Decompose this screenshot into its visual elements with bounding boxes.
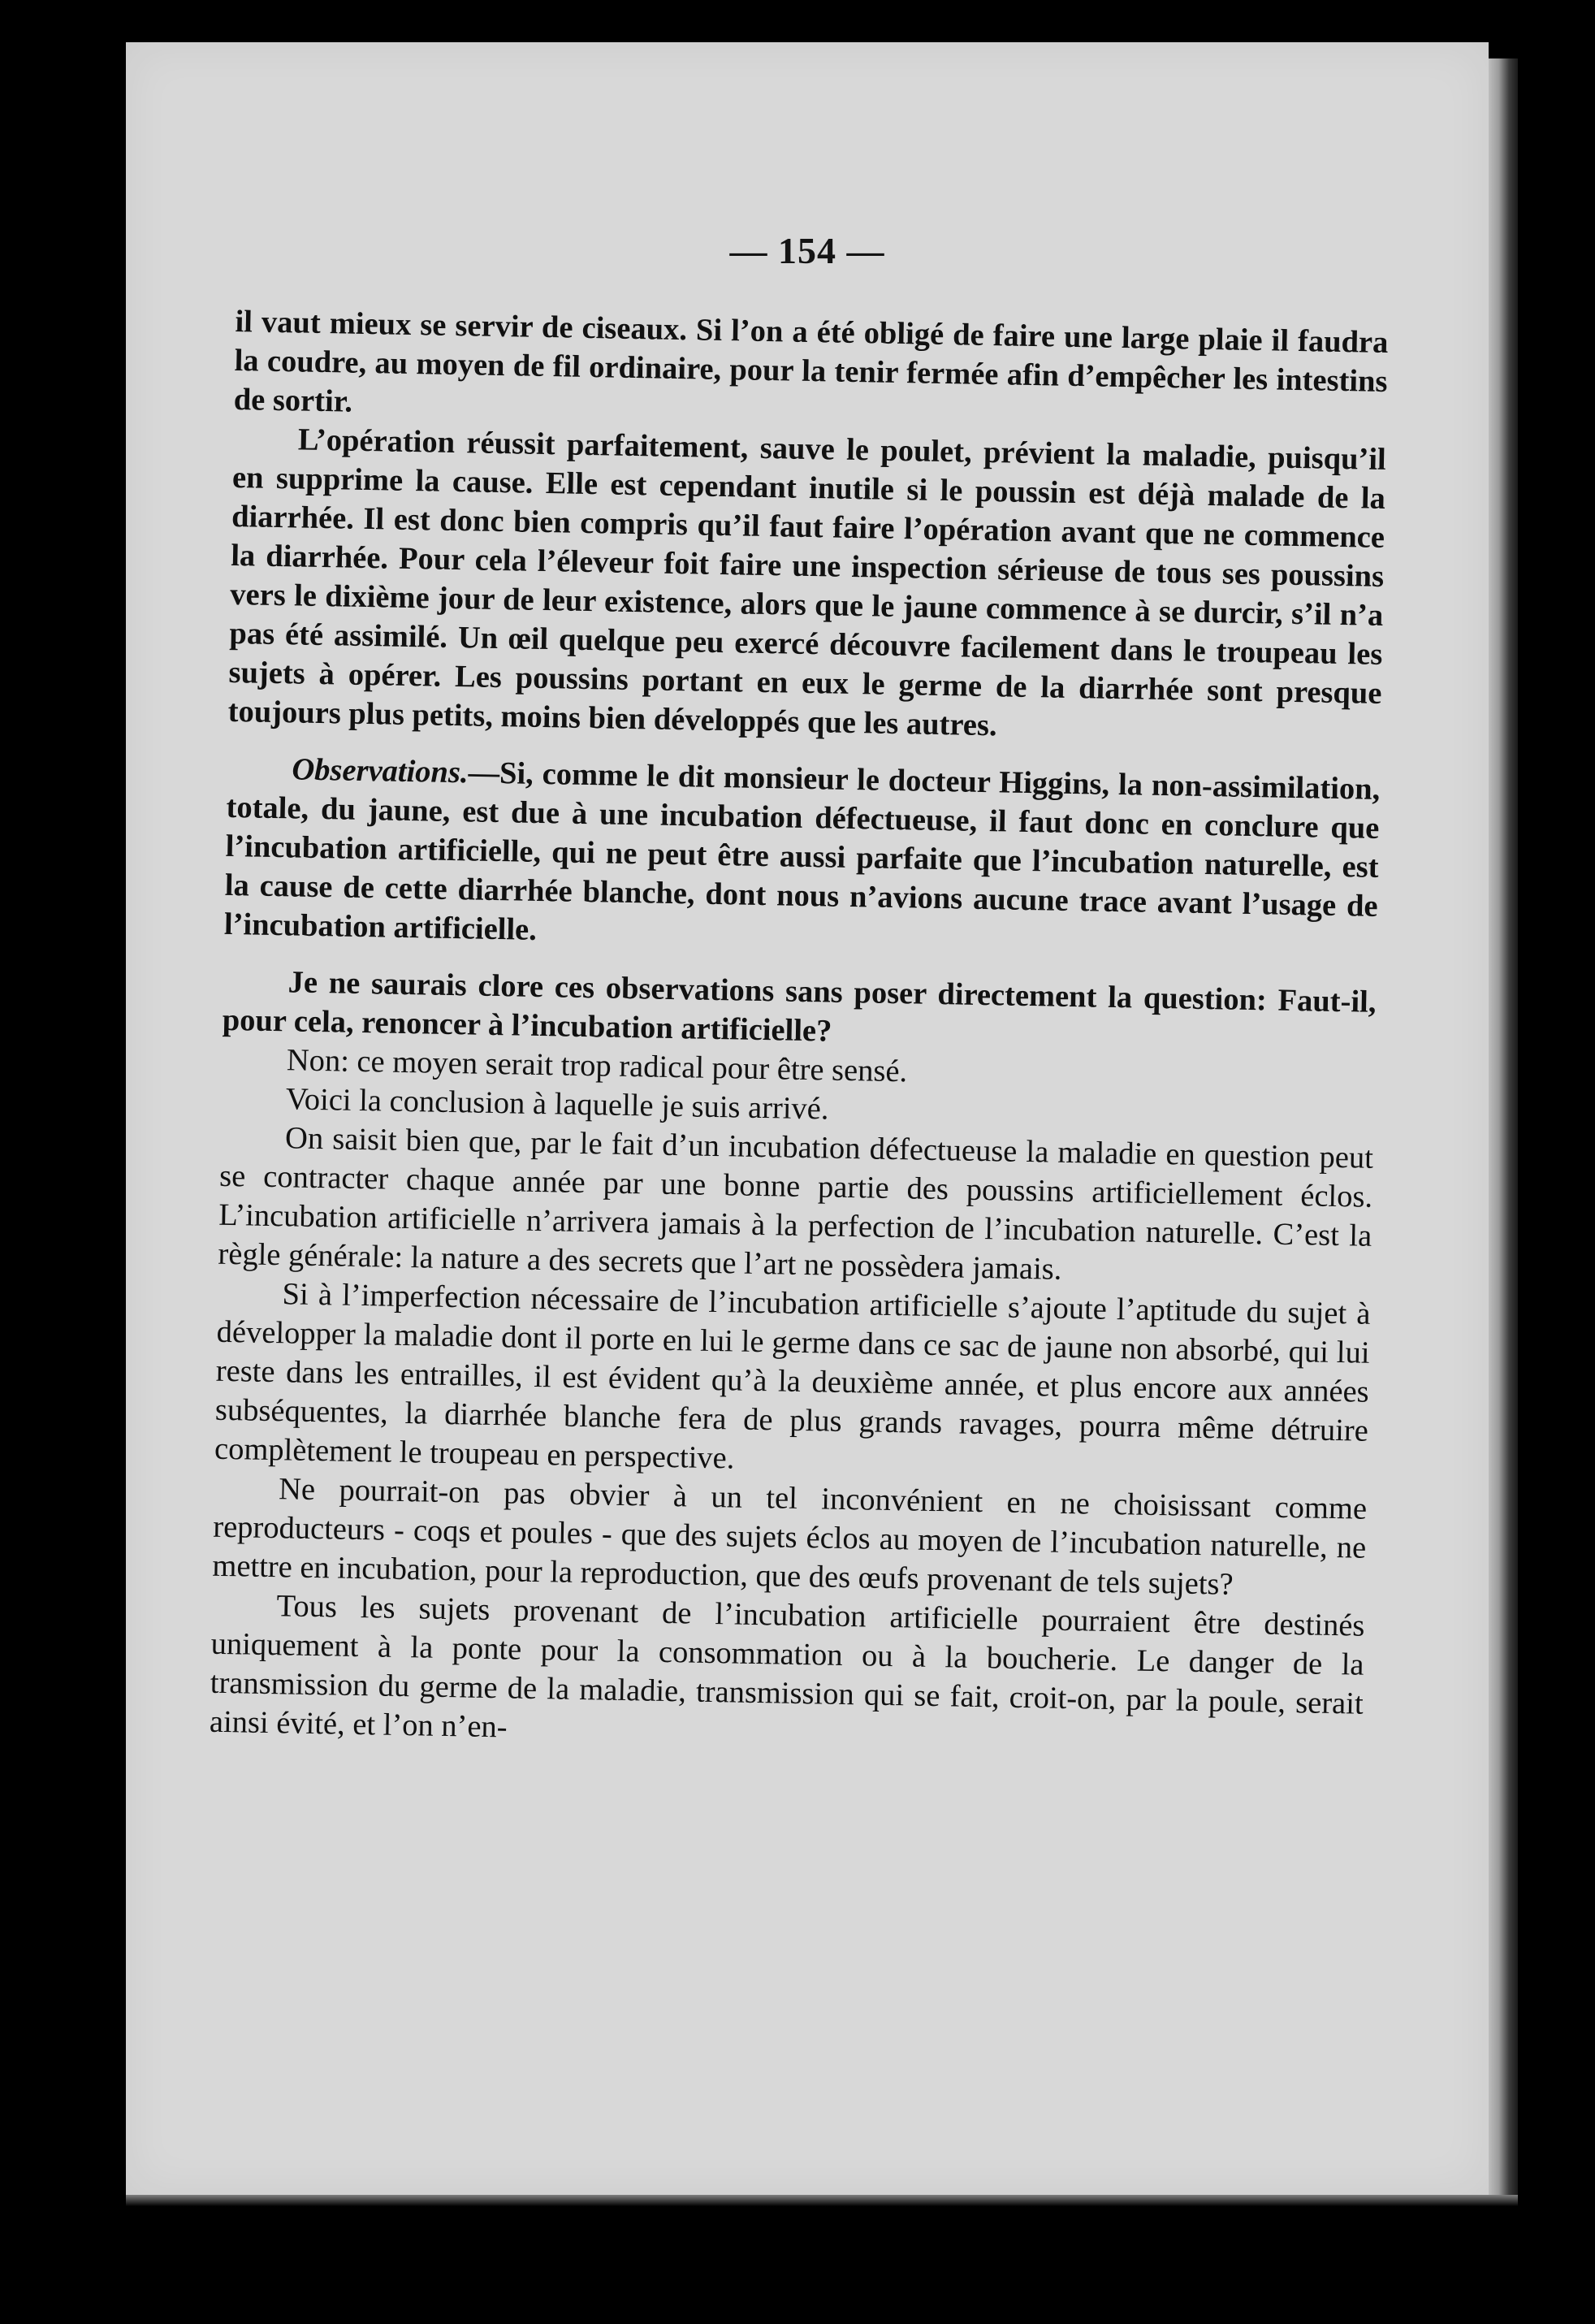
paragraph-6: Voici la conclusion à laquelle je suis arrivé. [285, 1082, 829, 1127]
paragraph-5: Non: ce moyen serait trop radical pour être sensé. [286, 1043, 908, 1089]
paragraph-observations [224, 749, 1381, 965]
body-text [210, 302, 1389, 1763]
observations-text: —Si, comme le dit monsieur le docteur Higgins, la non-assimilation, totale, du jaune, est due à une incubation défectueuse, il faut donc en conclure que l’incubation artificielle, qui ne peut être aussi parfaite que l’incubation naturelle, est la cause de cette diarrhée blanche, dont nous n’avions aucune trace avant l’usage de l’incubation artificielle. [223, 755, 1381, 947]
paragraph-4: Je ne saurais clore ces observations sans poser directement la question: Faut-il, pour cela, renoncer à l’incubation artificielle? [222, 965, 1377, 1049]
page-number: — 154 — [729, 230, 885, 271]
page-edge-shadow [1489, 58, 1518, 2195]
paragraph-7: On saisit bien que, par le fait d’un incubation défectueuse la maladie en question peut se contracter chaque année par une bonne partie des poussins artificiellement éclos. L’incubation artificielle n’arrivera jamais à la perfection de l’incubation naturelle. C’est la règle générale: la nature a des secrets que l’art ne possèdera jamais. [218, 1121, 1374, 1287]
observations-heading: Observations. [292, 752, 469, 790]
page-bottom-shadow [126, 2195, 1518, 2206]
paragraph-1: il vaut mieux se servir de ciseaux. Si l’on a été obligé de faire une large plaie il faudra la coudre, au moyen de fil ordinaire, pour la tenir fermée afin d’empêcher les intestins de sortir. [233, 304, 1389, 419]
paragraph-9: Ne pourrait-on pas obvier à un tel inconvénient en ne choisissant comme reproducteurs - coqs et poules - que des sujets éclos au moyen de l’incubation naturelle, ne mettre en incubation, pour la reproduction, que des œufs provenant de tels sujets? [212, 1472, 1368, 1602]
paragraph-2: L’opération réussit parfaitement, sauve le poulet, prévient la maladie, puisqu’il en supprime la cause. Elle est cependant inutile si le poussin est déjà malade de la diarrhée. Il est donc bien compris qu’il faut faire l’opération avant que ne commence la diarrhée. Pour cela l’éleveur foit faire une inspection sérieuse de tous ses poussins vers le dixième jour de leur existence, alors que le jaune commence à se durcir, s’il n’a pas été assimilé. Un œil quelque peu exercé découvre facilement dans le troupeau les sujets à opérer. Les poussins portant en eux le germe de la diarrhée sont presque toujours plus petits, moins bien développés que les autres. [227, 422, 1387, 743]
paragraph-10: Tous les sujets provenant de l’incubation artificielle pourraient être destinés uniquement à la ponte pour la consommation ou à la boucherie. Le danger de la transmission du germe de la maladie, transmission qui se fait, croit-on, par la poule, serait ainsi évité, et l’on n’en- [209, 1589, 1365, 1745]
scanned-page [126, 42, 1489, 2195]
paragraph-8: Si à l’imperfection nécessaire de l’incubation artificielle s’ajoute l’aptitude du sujet à développer la maladie dont il porte en lui le germe dans ce sac de jaune non absorbé, qui lui reste dans les entrailles, il est évident qu’à la deuxième année, et plus encore aux années subséquentes, la diarrhée blanche fera de plus grands ravages, pourra même détruire complètement le troupeau en perspective. [214, 1277, 1371, 1476]
